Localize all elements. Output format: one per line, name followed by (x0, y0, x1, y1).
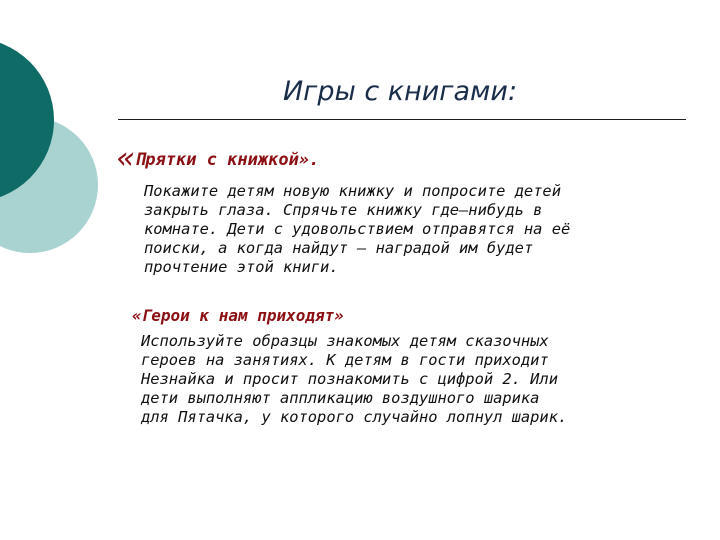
item-1-line: поиски, а когда найдут – наградой им будет (144, 239, 534, 257)
item-2-body (141, 332, 567, 427)
item-1-heading (117, 141, 320, 176)
item-1-heading-text: Прятки с книжкой». (135, 150, 320, 170)
item-2-line: дети выполняют аппликацию воздушного шарика (141, 389, 540, 407)
item-2-line: Незнайка и просит познакомить с цифрой 2. Или (141, 370, 558, 388)
item-1-body (144, 182, 570, 277)
item-2-line: для Пятачка, у которого случайно лопнул шарик. (141, 408, 568, 426)
title-divider (118, 119, 686, 120)
item-1-line: закрыть глаза. Спрячьте книжку где–нибудь в (144, 201, 543, 219)
item-1-line: комнате. Дети с удовольствием отправятся на её (144, 220, 571, 238)
item-2-line: героев на занятиях. К детям в гости приходит (141, 351, 549, 369)
item-2-line: Используйте образцы знакомых детям сказочных (141, 332, 549, 350)
item-1-line: Покажите детям новую книжку и попросите детей (144, 182, 561, 200)
item-1-line: прочтение этой книги. (144, 258, 339, 276)
slide-title: Игры с книгами: (282, 76, 518, 107)
item-2-heading: «Герои к нам приходят» (132, 306, 344, 325)
item-1-open-quote: « (117, 141, 136, 176)
